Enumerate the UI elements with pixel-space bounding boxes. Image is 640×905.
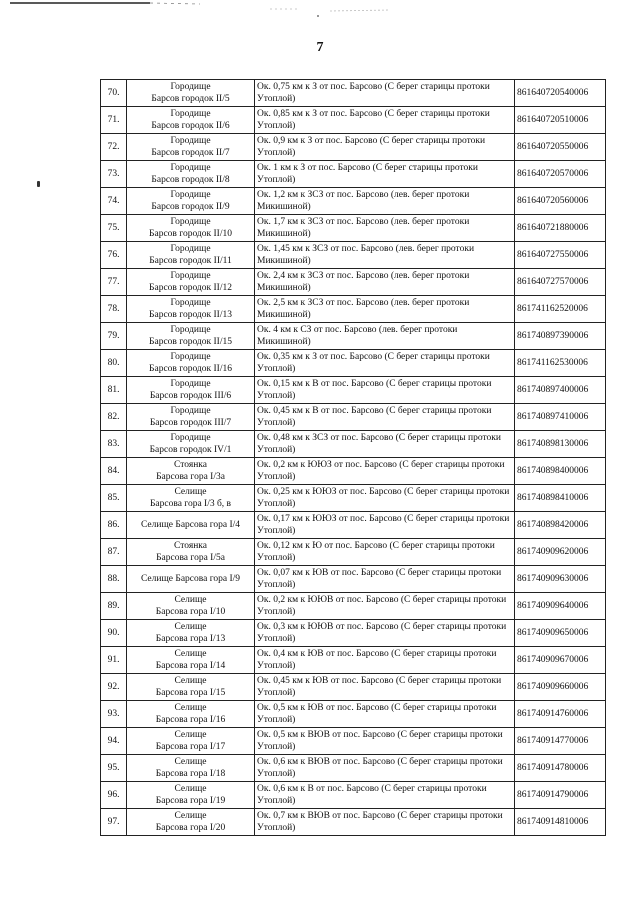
monument-name	[127, 782, 255, 809]
row-number: 94.	[101, 728, 127, 755]
table-row	[101, 539, 606, 566]
monument-name-line: Барсов городок II/9	[151, 202, 230, 212]
table-row	[101, 431, 606, 458]
table-row	[101, 782, 606, 809]
monument-location: Ок. 0,6 км к В от пос. Барсово (С берег старицы протоки Утоплой)	[255, 782, 515, 809]
registry-code: 861740909630006	[515, 566, 606, 593]
table-row	[101, 512, 606, 539]
monument-location: Ок. 0,7 км к ВЮВ от пос. Барсово (С берег старицы протоки Утоплой)	[255, 809, 515, 836]
monument-name-line: Городище	[170, 109, 211, 119]
monument-location: Ок. 4 км к СЗ от пос. Барсово (лев. берег протоки Микишиной)	[255, 323, 515, 350]
registry-code: 861640720560006	[515, 188, 606, 215]
monument-name-line: Барсов городок IV/1	[149, 445, 232, 455]
monument-name	[127, 350, 255, 377]
monument-name	[127, 296, 255, 323]
registry-code: 861640721880006	[515, 215, 606, 242]
monument-name	[127, 512, 255, 539]
registry-code: 861640720540006	[515, 80, 606, 107]
monument-location: Ок. 0,2 км к ЮЮЗ от пос. Барсово (С берег старицы протоки Утоплой)	[255, 458, 515, 485]
monument-name-line: Селище Барсова гора I/4	[140, 520, 241, 530]
registry-code: 861640720550006	[515, 134, 606, 161]
monument-name-line: Барсова гора I/14	[155, 661, 226, 671]
row-number: 72.	[101, 134, 127, 161]
table-row	[101, 134, 606, 161]
monument-location: Ок. 0,75 км к З от пос. Барсово (С берег старицы протоки Утоплой)	[255, 80, 515, 107]
monument-location: Ок. 0,15 км к В от пос. Барсово (С берег старицы протоки Утоплой)	[255, 377, 515, 404]
monument-name-line: Городище	[170, 82, 211, 92]
row-number: 74.	[101, 188, 127, 215]
row-number: 76.	[101, 242, 127, 269]
monument-location: Ок. 0,9 км к З от пос. Барсово (С берег старицы протоки Утоплой)	[255, 134, 515, 161]
monument-name-line: Барсова гора I/5а	[156, 553, 225, 563]
monument-location: Ок. 1,2 км к ЗСЗ от пос. Барсово (лев. берег протоки Микишиной)	[255, 188, 515, 215]
monument-location: Ок. 0,2 км к ЮЮВ от пос. Барсово (С берег старицы протоки Утоплой)	[255, 593, 515, 620]
monument-name-line: Городище	[170, 298, 211, 308]
row-number: 78.	[101, 296, 127, 323]
row-number: 92.	[101, 674, 127, 701]
monument-name-line: Барсов городок II/13	[149, 310, 232, 320]
registry-code: 861740909620006	[515, 539, 606, 566]
table-body	[101, 80, 606, 836]
row-number: 71.	[101, 107, 127, 134]
row-number: 80.	[101, 350, 127, 377]
monument-name	[127, 215, 255, 242]
row-number: 86.	[101, 512, 127, 539]
row-number: 73.	[101, 161, 127, 188]
row-number: 83.	[101, 431, 127, 458]
table-row	[101, 593, 606, 620]
row-number: 75.	[101, 215, 127, 242]
monument-location: Ок. 0,85 км к З от пос. Барсово (С берег старицы протоки Утоплой)	[255, 107, 515, 134]
table-row	[101, 242, 606, 269]
monument-name-line: Селище Барсова гора I/9	[140, 574, 241, 584]
monument-name-line: Барсова гора I/16	[155, 715, 226, 725]
row-number: 70.	[101, 80, 127, 107]
monument-location: Ок. 0,25 км к ЮЮЗ от пос. Барсово (С берег старицы протоки Утоплой)	[255, 485, 515, 512]
row-number: 84.	[101, 458, 127, 485]
monument-name	[127, 593, 255, 620]
table-row	[101, 728, 606, 755]
table-row	[101, 188, 606, 215]
registry-code: 861740914810006	[515, 809, 606, 836]
monument-name-line: Селище	[174, 649, 207, 659]
row-number: 79.	[101, 323, 127, 350]
monument-name-line: Барсов городок III/6	[149, 391, 232, 401]
monument-name	[127, 701, 255, 728]
monument-name-line: Барсов городок II/16	[149, 364, 232, 374]
monument-name	[127, 242, 255, 269]
registry-code: 861740898410006	[515, 485, 606, 512]
monument-location: Ок. 0,07 км к ЮВ от пос. Барсово (С берег старицы протоки Утоплой)	[255, 566, 515, 593]
row-number: 85.	[101, 485, 127, 512]
row-number: 88.	[101, 566, 127, 593]
monument-location: Ок. 2,5 км к ЗСЗ от пос. Барсово (лев. берег протоки Микишиной)	[255, 296, 515, 323]
monument-name-line: Городище	[170, 163, 211, 173]
registry-code: 861740914760006	[515, 701, 606, 728]
monument-register-table	[100, 79, 606, 836]
monument-name-line: Селище	[174, 757, 207, 767]
monument-name-line: Барсова гора I/20	[155, 823, 226, 833]
monument-location: Ок. 0,45 км к ЮВ от пос. Барсово (С берег старицы протоки Утоплой)	[255, 674, 515, 701]
monument-name-line: Городище	[170, 217, 211, 227]
row-number: 81.	[101, 377, 127, 404]
table-row	[101, 377, 606, 404]
table-row	[101, 755, 606, 782]
table-row	[101, 269, 606, 296]
row-number: 87.	[101, 539, 127, 566]
monument-name	[127, 377, 255, 404]
table-row	[101, 215, 606, 242]
registry-code: 861740897410006	[515, 404, 606, 431]
table-row	[101, 458, 606, 485]
table-row	[101, 620, 606, 647]
registry-code: 861740909640006	[515, 593, 606, 620]
monument-name	[127, 161, 255, 188]
monument-location: Ок. 0,17 км к ЮЮЗ от пос. Барсово (С берег старицы протоки Утоплой)	[255, 512, 515, 539]
monument-name-line: Городище	[170, 352, 211, 362]
monument-name-line: Селище	[174, 703, 207, 713]
monument-name-line: Барсова гора I/19	[155, 796, 226, 806]
registry-code: 861740914770006	[515, 728, 606, 755]
monument-name	[127, 755, 255, 782]
monument-location: Ок. 0,35 км к З от пос. Барсово (С берег старицы протоки Утоплой)	[255, 350, 515, 377]
monument-name-line: Селище	[174, 676, 207, 686]
table-row	[101, 80, 606, 107]
monument-name	[127, 269, 255, 296]
monument-name-line: Селище	[174, 622, 207, 632]
registry-code: 861740897400006	[515, 377, 606, 404]
monument-name-line: Барсова гора I/15	[155, 688, 226, 698]
row-number: 82.	[101, 404, 127, 431]
monument-name	[127, 566, 255, 593]
registry-code: 861740909670006	[515, 647, 606, 674]
monument-name-line: Городище	[170, 136, 211, 146]
table-row	[101, 107, 606, 134]
monument-name	[127, 485, 255, 512]
monument-name-line: Селище	[174, 784, 207, 794]
registry-code: 861640720570006	[515, 161, 606, 188]
registry-code: 861740898400006	[515, 458, 606, 485]
table-row	[101, 566, 606, 593]
row-number: 97.	[101, 809, 127, 836]
table-row	[101, 674, 606, 701]
table-row	[101, 161, 606, 188]
monument-location: Ок. 0,4 км к ЮВ от пос. Барсово (С берег старицы протоки Утоплой)	[255, 647, 515, 674]
margin-mark	[37, 181, 40, 187]
registry-code: 861740909660006	[515, 674, 606, 701]
monument-location: Ок. 0,6 км к ВЮВ от пос. Барсово (С берег старицы протоки Утоплой)	[255, 755, 515, 782]
monument-name	[127, 134, 255, 161]
monument-name-line: Городище	[170, 406, 211, 416]
page-number: 7	[316, 40, 324, 55]
row-number: 90.	[101, 620, 127, 647]
monument-name	[127, 458, 255, 485]
monument-name-line: Селище	[174, 595, 207, 605]
table-row	[101, 485, 606, 512]
registry-code: 861741162520006	[515, 296, 606, 323]
table-row	[101, 350, 606, 377]
monument-name-line: Барсов городок II/10	[149, 229, 232, 239]
monument-name	[127, 323, 255, 350]
monument-location: Ок. 0,48 км к ЗСЗ от пос. Барсово (С берег старицы протоки Утоплой)	[255, 431, 515, 458]
registry-code: 861640727570006	[515, 269, 606, 296]
monument-name	[127, 404, 255, 431]
monument-name-line: Барсова гора I/13	[155, 634, 226, 644]
monument-name-line: Городище	[170, 325, 211, 335]
monument-name-line: Барсова гора I/3а	[156, 472, 225, 482]
row-number: 93.	[101, 701, 127, 728]
monument-location: Ок. 0,12 км к Ю от пос. Барсово (С берег старицы протоки Утоплой)	[255, 539, 515, 566]
table-row	[101, 404, 606, 431]
row-number: 77.	[101, 269, 127, 296]
row-number: 89.	[101, 593, 127, 620]
monument-name-line: Барсов городок II/7	[151, 148, 230, 158]
monument-name	[127, 539, 255, 566]
monument-name-line: Барсов городок II/11	[149, 256, 232, 266]
row-number: 95.	[101, 755, 127, 782]
monument-name	[127, 647, 255, 674]
monument-name-line: Барсов городок II/6	[151, 121, 230, 131]
monument-name-line: Селище	[174, 487, 207, 497]
monument-name-line: Городище	[170, 244, 211, 254]
registry-code: 861640720510006	[515, 107, 606, 134]
monument-name-line: Барсова гора I/10	[155, 607, 226, 617]
row-number: 91.	[101, 647, 127, 674]
monument-name-line: Барсова гора I/17	[155, 742, 226, 752]
registry-code: 861741162530006	[515, 350, 606, 377]
monument-location: Ок. 1,45 км к ЗСЗ от пос. Барсово (лев. берег протоки Микишиной)	[255, 242, 515, 269]
monument-location: Ок. 2,4 км к ЗСЗ от пос. Барсово (лев. берег протоки Микишиной)	[255, 269, 515, 296]
monument-name-line: Барсов городок II/8	[151, 175, 230, 185]
monument-name-line: Барсов городок II/5	[151, 94, 230, 104]
monument-name	[127, 107, 255, 134]
monument-name-line: Барсова гора I/3 б, в	[149, 499, 232, 509]
table-row	[101, 323, 606, 350]
monument-location: Ок. 0,5 км к ЮВ от пос. Барсово (С берег старицы протоки Утоплой)	[255, 701, 515, 728]
monument-location: Ок. 1 км к З от пос. Барсово (С берег старицы протоки Утоплой)	[255, 161, 515, 188]
monument-name	[127, 809, 255, 836]
monument-name	[127, 728, 255, 755]
monument-name-line: Городище	[170, 379, 211, 389]
monument-name-line: Барсов городок II/15	[149, 337, 232, 347]
monument-name-line: Городище	[170, 271, 211, 281]
monument-name-line: Стоянка	[174, 460, 207, 470]
table-row	[101, 809, 606, 836]
scan-artifact	[0, 0, 640, 18]
monument-name-line: Барсов городок III/7	[149, 418, 232, 428]
monument-name	[127, 80, 255, 107]
monument-name	[127, 188, 255, 215]
monument-name-line: Барсова гора I/18	[155, 769, 226, 779]
monument-name-line: Стоянка	[174, 541, 207, 551]
monument-name-line: Барсов городок II/12	[149, 283, 232, 293]
monument-name-line: Городище	[170, 190, 211, 200]
monument-location: Ок. 1,7 км к ЗСЗ от пос. Барсово (лев. берег протоки Микишиной)	[255, 215, 515, 242]
table-row	[101, 296, 606, 323]
registry-code: 861740898130006	[515, 431, 606, 458]
monument-name	[127, 674, 255, 701]
monument-name	[127, 431, 255, 458]
table-row	[101, 647, 606, 674]
monument-location: Ок. 0,5 км к ВЮВ от пос. Барсово (С берег старицы протоки Утоплой)	[255, 728, 515, 755]
registry-code: 861740914790006	[515, 782, 606, 809]
monument-name-line: Селище	[174, 730, 207, 740]
registry-code: 861640727550006	[515, 242, 606, 269]
registry-code: 861740898420006	[515, 512, 606, 539]
registry-code: 861740914780006	[515, 755, 606, 782]
monument-location: Ок. 0,3 км к ЮЮВ от пос. Барсово (С берег старицы протоки Утоплой)	[255, 620, 515, 647]
monument-name-line: Городище	[170, 433, 211, 443]
monument-location: Ок. 0,45 км к В от пос. Барсово (С берег старицы протоки Утоплой)	[255, 404, 515, 431]
table-row	[101, 701, 606, 728]
monument-name	[127, 620, 255, 647]
registry-code: 861740897390006	[515, 323, 606, 350]
registry-code: 861740909650006	[515, 620, 606, 647]
row-number: 96.	[101, 782, 127, 809]
monument-name-line: Селище	[174, 811, 207, 821]
